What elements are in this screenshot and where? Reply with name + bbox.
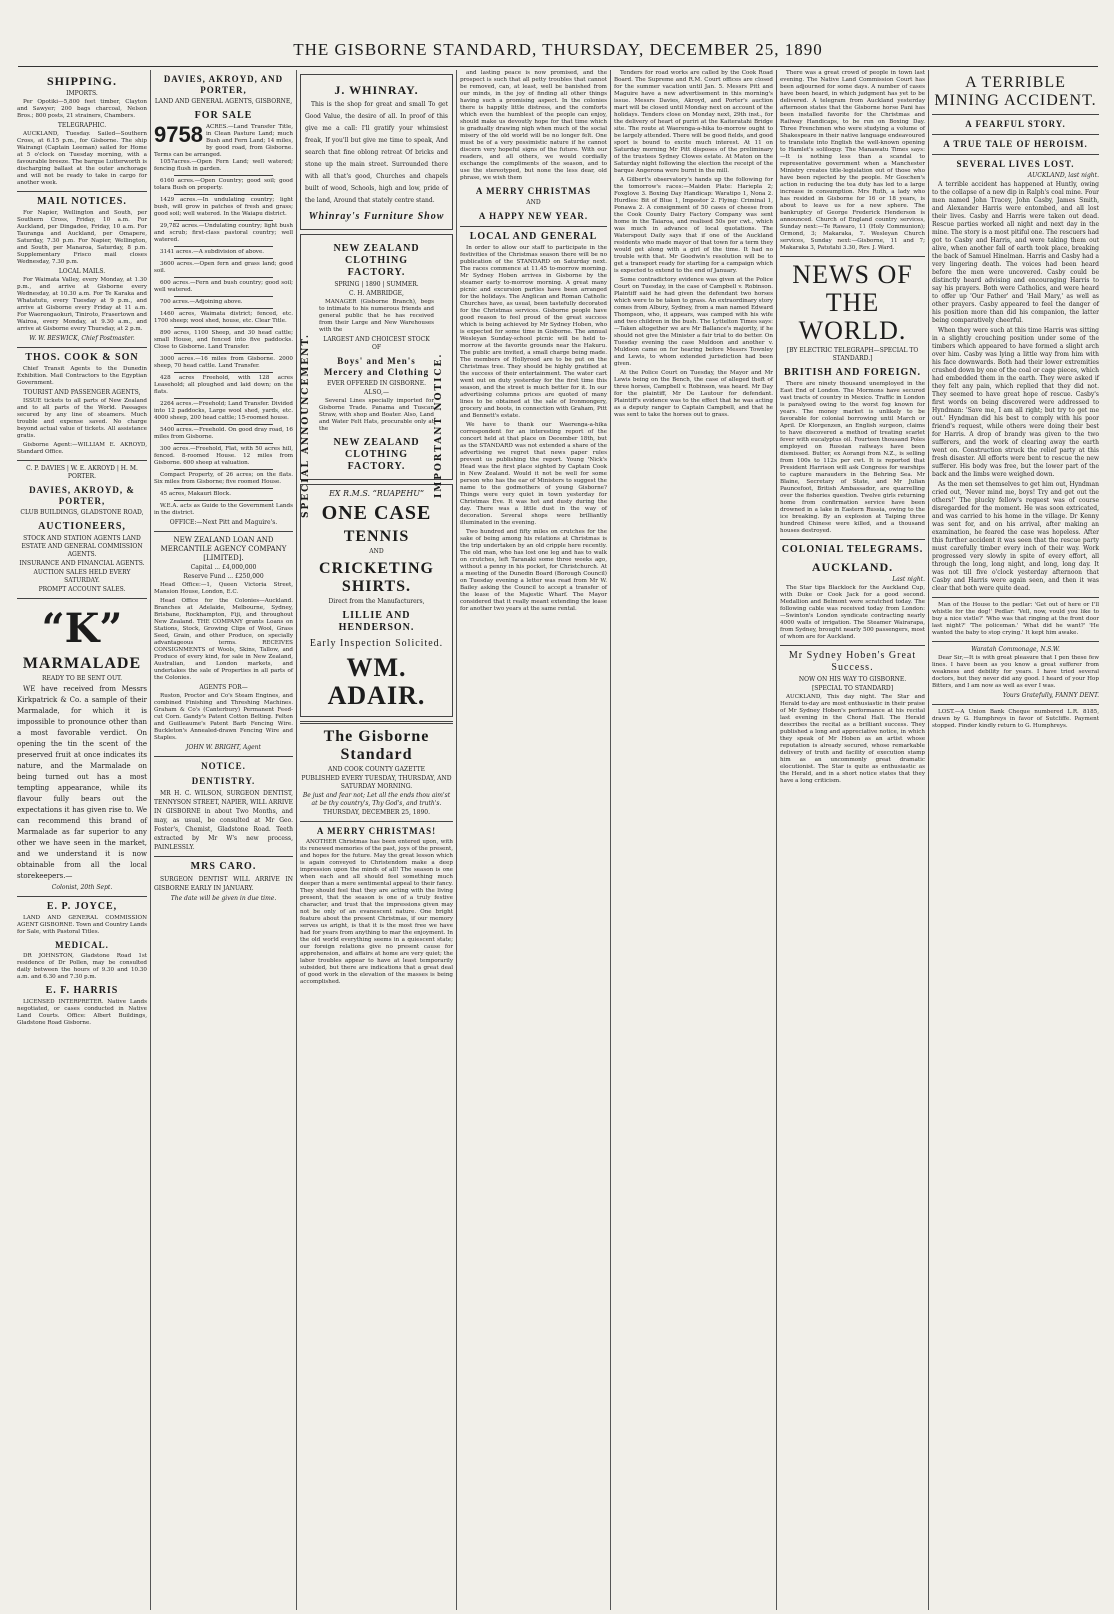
agents-for-heading: AGENTS FOR— [199,684,248,691]
motto: Be just and fear not; Let all the ends thou aim'st at be thy country's, Thy God's, and truth's. [302,792,451,807]
tennis: TENNIS [343,528,410,545]
auckland-last-night: AUCKLAND, last night. [1027,172,1099,179]
direct: Direct from the Manufacturers, [328,598,425,605]
also: ALSO,— [364,389,389,396]
lot-item: 29,782 acres.—Undulating country; light bush and scrub; first-class pastoral country; well watered. [154,223,293,243]
special-standard: [SPECIAL TO STANDARD] [811,685,894,692]
tourist-text: ISSUE tickets to all parts of New Zealand and to all parts of the World. Passages secured by any line of steamers. Much trouble and expense saved. No charge beyond actual value of tickets. All assistance gratis. [17,398,147,439]
ever-offered: EVER OFFERED IN GISBORNE. [326,380,427,387]
lot-item: 890 acres, 1100 Sheep, and 30 head cattle; small House, and fenced into five paddocks. Close to Gisborne. Land Transfer. [154,330,293,350]
and: AND [369,548,384,555]
agents-text: Ruston, Proctor and Co's Steam Engines, and combined Finishing and Threshing Machines. Graham & Co's (Canterbury) Permanent Feed-cut Corn. Gandy's Patent Cotton Belting. Felten and Guilleaume's Patent Barb Fencing Wire. Buckleton's Annealed-drawn Fencing Wire and Staples. [154,693,293,741]
last-night: Last night. [892,576,925,583]
column-6 [776,70,928,1610]
nzloan-text: Head Office for the Colonies—Auckland. Branches at Adelaide, Melbourne, Sydney, Brisbane, Rockhampton, Fiji, and throughout New Zealand. THE COMPANY grants Loans on Stations, Stock, Growing Clips of Wool, Grass Seed, Grain, and other Produce, on specially advantageous terms. RECEIVES CONSIGNMENTS of Wools, Skins, Tallow, and Produce of every kind, for sale in New Zealand, Australian, and London markets, and undertakes the sale of Properties in all parts of the Colonies. [154,598,293,681]
telegraphic-heading: TELEGRAPHIC. [57,122,107,129]
one-case: ONE CASE [321,502,432,524]
now-on-way: NOW ON HIS WAY TO GISBORNE. [798,676,907,683]
cricketing-shirts: CRICKETING SHIRTS. [319,560,434,595]
medical-text: DR JOHNSTON, Gladstone Road 1st residence of Dr Pollen, may be consulted daily between the hours of 9.30 and 10.30 a.m. and 6.30 and 7.30 p.m. [17,953,147,980]
marmalade-source: Colonist, 20th Sept. [51,884,113,891]
dap-address: CLUB BUILDINGS, GLADSTONE ROAD, [20,509,144,516]
column-4 [456,70,610,1610]
col4-text-4: Two hundred and fifty miles on crutches for the sake of being among his relations at Christmas is the trip undertaken by an old cripple here recently. The old man, who has lost one leg and has to walk on crutches, left Taranaki some three weeks ago, without a penny in his pocket, for Christchurch. At a meeting of the Dunedin Board (Borough Council) on Tuesday evening a letter was read from Mr W. Bailey asking the Council to accept a transfer of the lease of the Majestic Wharf. The Mayor considered that it really meant extending the lease for another two years at the same rental. [460,529,607,612]
marmalade-heading: MARMALADE [22,655,142,672]
big-lot [154,124,293,159]
local-general-heading: LOCAL AND GENERAL [469,231,598,242]
ambridge: C. H. AMBRIDGE, [349,290,404,297]
column-5 [610,70,776,1610]
partners-line: C. P. DAVIES | W. E. AKROYD | H. M. PORTER. [26,465,138,480]
capital: Capital ... £4,000,000 [190,564,257,571]
ambridge-text: MANAGER (Gisborne Branch), begs to intimate to his numerous friends and general public that he has received from their Large and New Warehouses with the [319,299,434,333]
spring-summer: SPRING | 1890 | SUMMER. [334,281,419,288]
marmalade-text: WE have received from Messrs Kirkpatrick & Co. a sample of their Marmalade, for which it is impossible to pronounce other than a most favorable verdict. On opening the tin the scent of the preserved fruit at once indicates its nature, and the Marmalade on being turned out has a most tempting appearance, while its flavour fully bears out the expectations it has given rise to. We can recommend this brand of Marmalade as far superior to any other we have seen in the market, and we understand it is now obtainable from all the local storekeepers.— [17,685,147,880]
lot-item: 700 acres.—Adjoining above. [160,299,243,305]
col4-text-3: We have to thank our Waerenga-a-hika correspondent for an interesting report of the concert held at that place on December 18th, but as the STANDARD was not extended a share of the advertising we regret that news paper rules prevent us publishing the report. Young 'Nick's Head was the first place sighted by Captain Cook in New Zealand. Would it not be well for some person who has the ear of Ministers to suggest the name to the godmothers of young Gisborne? Things were very quiet in town yesterday for Christmas Eve. It was hot and dusty during the day. There was a little dust in the way of decoration. Several shops were brilliantly illuminated in the evening. [460,422,607,526]
column-2 [150,70,296,1610]
gazette: AND COOK COUNTY GAZETTE [328,766,425,773]
big-acres: 9758 [154,122,203,147]
postmaster: W. W. BESWICK, Chief Postmaster. [29,335,135,342]
prompt-text: PROMPT ACCOUNT SALES. [38,586,126,593]
published: PUBLISHED EVERY TUESDAY, THURSDAY, AND SATURDAY MORNING. [301,775,452,790]
dap2-sub: LAND AND GENERAL AGENTS, GISBORNE, [154,98,293,105]
auction-text: STOCK AND STATION AGENTS LAND ESTATE AND GENERAL COMMISSION AGENTS. [21,535,143,558]
col6-text-2: There are ninety thousand unemployed in the East End of London. The Mormons have secured vast tracts of country in Mexico. Traffic in London is paralysed owing to the worst fog known for years. The money market is unlikely to be favorable for colonial borrowing until March or April. Dr Klorgenzen, an English surgeon, claims to have discovered a method of treating scarlet fever with eucalyptus oil. Fourteen thousand Poles employed on Russian railways have been dismissed. Butter, ex Aorangi from N.Z., is selling from 100s to 112s per cwt. It is reported that President Harrison will ask Congress for warships to capture marauders in the Behring Sea. Mr Blaine, Secretary of State, and Mr Julian Pauncefoot, British Ambassador, are quarrelling over the fisheries question. Twelve girls returning home from confirmation service have been drowned in a lake in Eastern Russia, owing to the ice breaking. By an explosion at Taiping three hundred Chinese were killed, and a thousand houses destroyed. [780,381,925,534]
newyear-heading: A HAPPY NEW YEAR. [478,211,589,221]
and-line: AND [526,199,541,206]
caro-heading: MRS CARO. [190,861,257,872]
imports-heading: IMPORTS. [66,90,98,97]
special-announcement: SPECIAL ANNOUNCEMENT. [301,332,311,518]
wm-adair: WM. ADAIR. [327,653,426,710]
whinray-ad [300,74,453,230]
col5-text-4: At the Police Court on Tuesday, the Mayor and Mr Lewis being on the Bench, the case of alleged theft of three horses, Campbell v. Robinson, was heard. Mr Day for the plaintiff, Mr De Lautour for defendant. Plaintiff's evidence was to the effect that he was acting as a deputy ranger to Captain Campbell, and that he was sent to take the horses out to grass. [614,370,773,418]
reserve: Reserve Fund ... £250,000 [183,573,264,580]
dap-heading: DAVIES, AKROYD, & PORTER, [29,485,135,506]
lot-item: 1460 acres, Waimata district; fenced, etc. 1700 sheep; wool shed, house, etc. Clear Title. [154,311,293,324]
joyce-heading: E. P. JOYCE, [46,901,118,912]
lot-item: Compact Property, of 26 acres; on the flats. Six miles from Gisborne; five roomed House. [154,472,293,485]
leader-text: ANOTHER Christmas has been entered upon, with its renewed memories of the past, joys of the present, and hopes for the future. May the great lesson which is again conveyed to Christendom make a deep impression upon the minds of all! The season is one when each and all should feel something much deeper than a mere sentimental appeal to their fancy. They should feel that they are acting with the living present, that the season is one of a truly festive character, and trust that the impressions given may not be only of an evanescent nature. One bright feature about the present Christmas, if our memory serves us aright, is that it is the most free we have had for years from anything to mar the enjoyment. In the old world everything seems in a quiescent state; our foreign relations give no present cause for apprehension, and affairs at home are very quiet; the labor troubles appear to have at least temporarily subsided, but there are indications that a great deal of good work in the elevation of the masses is being accomplished. [300,839,453,985]
cook-heading: THOS. COOK & SON [25,352,139,363]
bright-signature: JOHN W. BRIGHT, Agent [186,744,261,751]
forsale-heading: FOR SALE [194,110,253,121]
lot-item: 45 acres, Makauri Block. [160,491,231,497]
sales-text: AUCTION SALES HELD EVERY SATURDAY. [33,569,131,584]
fanny-dent: Yours Gratefully, FANNY DENT. [1002,692,1099,699]
joyce-text: LAND AND GENERAL COMMISSION AGENT GISBORNE. Town and Country Lands for Sale, with Pastoral Titles. [17,915,147,935]
harris-heading: E. F. HARRIS [45,985,119,996]
imports-text: Per Opotiki—5,800 feet timber, Clayton and Sawyer; 200 bags charcoal, Nelson Bros.; 800 posts, 21 strainers, Chambers. [17,99,147,119]
columns [14,70,1102,1610]
lot-item: 2264 acres.—Freehold; Land Transfer. Divided into 12 paddocks, Large wool shed, yards, etc. 4000 sheep, 200 head cattle; 15-roomed house. [154,401,293,421]
nzloan-heading: NEW ZEALAND LOAN AND MERCANTILE AGENCY COMPANY [LIMITED]. [160,536,287,562]
col4-text-2: In order to allow our staff to participate in the festivities of the Christmas season there will be no publication of the STANDARD on Saturday next. The races commence at 11.45 to-morrow morning. Mr Sydney Hoben arrives in Gisborne by the steamer early to-morrow morning. A great many picnic and excursion parties have been arranged for the holidays. The Anglican and Roman Catholic Churches have, as usual, been tastefully decorated for the Christmas services. Gisborne people have good reason to feel proud of the great success which is being achieved by Mr Sydney Hoben, who is expected for some time in Gisborne. The annual Wesleyan Sunday-school picnic will be held to-morrow at the favorite grounds near the Hakuru. The public are invited, a small charge being made. The members of Hollyrood are to be put on the Christmas tree. They should be highly gratified at the success of their entertainment. The water cart went out on duty yesterday for the first time this season, and the street is much better for it. In our advertising columns prices are quoted of many lines to be obtained at the sale of Ironmongery, grocery and boots, in connection with Graham, Pitt and Bennett's estate. [460,245,607,419]
dap2-heading: DAVIES, AKROYD, AND PORTER, [163,74,284,95]
col7-text-3: As the men set themselves to get him out, Hyndman cried out, 'Never mind me, boys! Try and get out the others!' The plucky fellow's request was of course disregarded for the moment. He was soon extricated, and was carried to his home in the village. Dr Kenny was sent for, and on his arrival, after making an examination, he feared the case was hopeless. After this further accident it was seen that the rescue party must carefully timber every inch of their way. Work progressed very slowly in spite of every effort, all through the long, long night, and long, long day. It was not till five o'clock yesterday afternoon that Casby and Harris were again seen, and then it was clear that both were quite dead. [932,481,1099,592]
largest-stock: LARGEST AND CHOICEST STOCK OF [323,336,430,351]
medical-heading: MEDICAL. [55,940,109,950]
whinray-text: This is the shop for great and small To get Good Value, the desire of all. In proof of this give me a call: I'll gratify your whimsiest freak, If you'll but give me time to speak, And search that fine oblong retreat Of bricks and stone up the main street. Surrounded there with all that's good, Churches and chapels built of wood, Schools, high and low, pride of the land, Around that stately centre stand. [305,101,448,204]
tennis-ad [300,484,453,717]
early-inspection: Early Inspection Solicited. [309,638,444,649]
col5-text-1: Tenders for road works are called by the Cook Road Board. The Supreme and R.M. Court offices are closed for the summer vacation until Jan. 5. Messrs Pitt and Maguire have a new advertisement in this morning's issue. Messrs Davies, Akroyd, and Porter's auction mart will be closed until Monday next on account of the holidays. Tenders close on Monday next, 29th inst., for the delivery of heart of puriri at the Kaiteratahi Bridge site. The route at Waerenga-a-hika to-morrow ought to be largely attended. There will be good fields, and good sport is bound to excite much interest. At 11 on Saturday morning Mr Pitt disposes of the preliminary of the trustees Sydney Clowes estate. At Maton on the Saturday night following the election the receipt of the barque Angerona were burnt in the mill. [614,70,773,174]
caro-fine: The date will be given in due time. [170,895,277,902]
col7-text-2: When they were such at this time Harris was sitting in a slightly crouching position under some of the timbers which appeared to have formed a slight arch over him. Casby was lying a little way from him with his face downwards. Both had their lower extremities crushed down by one of the coal or cage pieces, which had embedded them in the earth. They were asked if they felt any pain, which replied that they did not. They seemed to have great hope of rescue. Casby's first words on being discovered were addressed to Hyndman: 'Save me, I am all right; but try to get me out.' Hyndman did his best to comply with his poor friend's request, while others were doing their best for Harris. A drop of brandy was given to the two sufferers, and the work of clearing away the earth went on. Construction struck the relief party at this fresh disaster. All efforts were bent to rescue the new sufferer. His body was free, but the lower part of the back and the limbs were weighed down. [932,327,1099,478]
ex-ruapehu: EX R.M.S. “RUAPEHU” [328,489,425,498]
several-lives: SEVERAL LIVES LOST. [956,159,1075,169]
lot-item: 6160 acres.—Open Country; good soil; good tolara Bush on property. [154,178,293,191]
col6-text-4: AUCKLAND, This day night. The Star and Herald to-day are most enthusiastic in their praise of Mr Sydney Hoben's performance at his recital last evening in the Choral Hall. The Herald describes the recital as a brilliant success. They published a long and appreciative notice, in which they speak of Mr Hoben as an artist whose reputation is already secured, whose remarkable delivery of truth and facility of execution stamp him as an uncommonly great dramatic elocutionist. The Star is quite as enthusiastic as the Herald, and in a short notice states that they have a long criticism. [780,694,925,784]
office-text: OFFICE:—Next Pitt and Maguire's. [169,519,278,526]
telegraphic-text: AUCKLAND, Tuesday. Sailed—Southern Cross, at 6.15 p.m., for Gisborne. The ship Wairangi (Captain Leeman) sailed for Home at 5 o'clock on Tuesday morning, with a favourable breeze. The barque Lutterworth is discharging ballast at the outer anchorage and will not be ready to take in cargo for another week. [17,131,147,186]
also-text: Several Lines specially imported for Gisborne Trade. Panama and Tuscan Straw, with shop and Boater. Also, Land and Water Felt Hats, procurable only at the [319,398,434,432]
lot-item: 3141 acres.—A subdivision of above. [160,249,265,255]
boys-mens: Boys' and Men's Mercery and Clothing [323,356,430,377]
hoben-heading: Mr Sydney Hoben's Great Success. [788,650,917,673]
fearful-story: A FEARFUL STORY. [965,119,1066,129]
mail-heading: MAIL NOTICES. [37,196,127,207]
lot-list [154,159,293,501]
gisborne-standard: The Gisborne Standard [323,728,430,763]
column-7 [928,70,1102,1610]
british-foreign: BRITISH AND FOREIGN. [784,367,921,378]
caro-text: SURGEON DENTIST WILL ARRIVE IN GISBORNE EARLY IN JANUARY. [154,876,293,892]
xmas-heading: A MERRY CHRISTMAS [475,186,592,196]
local-mails-heading: LOCAL MAILS. [58,268,106,275]
column-1 [14,70,150,1610]
local-mails-text: For Waimata Valley, every Monday, at 1.30 p.m., and arrive at Gisborne every Wednesday, at 10.30 a.m. For Te Karaka and Whatatutu, every Tuesday at 9 p.m., and arrive at Gisborne every Friday at 11 a.m. For Waerengaokuri, Tiniroto, Frasertown and Wairoa, every Monday, at 9.30 a.m., and arrive at Gisborne every Thursday, at 2 p.m. [17,277,147,332]
col7-text-5: Dear Sir,—It is with great pleasure that I pen these few lines. I have been as you know a great sufferer from weakness and debility for years. I have tried several doctors, but they never did any good. I heard of your Hop Bitters, and I am now as well as ever I was. [932,655,1099,689]
lot-item: 600 acres.—Fern and bush country; good soil; well watered. [154,280,293,293]
furniture-show: Whinray's Furniture Show [308,211,445,222]
harris-text: LICENSED INTERPRETER. Native Lands negotiated, or cases conducted in Native Land Courts. Office: Albert Buildings, Gladstone Road Gisborne. [17,999,147,1026]
lot-item: 1057acres.—Open Fern Land; well watered; fencing flush in garden. [154,159,293,172]
cook-text: Chief Transit Agents to the Dunedin Exhibition. Mail Contractors to the Egyptian Government. [17,366,147,386]
notice-heading: NOTICE. [201,761,246,771]
col6-text-3: The Star tips Blacklock for the Auckland Cup, with Duke or Cook Jack for a good second. Medallion and Belmont were scratched today. The following cable was received today from London:—Swinton's London syndicate contracting nearly 4000 walls of irrigation. The Steamer Wairarapa, from Sydney, brought nearly 500 passengers, most of whom are for Auckland. [780,585,925,640]
shipping-heading: SHIPPING. [46,74,117,88]
headoffice: Head Office:—1, Queen Victoria Street, Mansion House, London, E.C. [154,582,293,595]
mail-text: For Napier, Wellington and South, per Southern Cross, Friday, 10 a.m. For Auckland, per Dingadee, Friday, 10 a.m. For Tauranga and Auckland, per Omapere, Saturday, 7.30 p.m. For Napier, Wellington, and South, per Manaroa, Saturday, 8 p.m. Supplementary Frisco mail closes Wednesday, 7.30 p.m. [17,210,147,265]
lot-item: 1429 acres.—In undulating country; light bush, will grow in patches of fresh and grass; good soil; well watered. In the Waiapu district. [154,197,293,217]
col6-text-1: There was a great crowd of people in town last evening. The Native Land Commission Court has been adjourned for some days. A number of cases have been heard, in which judgment has yet to be delivered. A telegram from Auckland yesterday afternoon states that the Gisborne horse Pani has been installed favorite for the Christmas and Railway Handicaps, to be run on Boxing Day. Three Frenchmen who were studying a volume of Shakespeare in their native language endeavoured to translate into English the well-known opening to Hamlet's soliloquy. The Manawatu Times says:—It is nothing less than a scandal to representative government when a Manchester Ministry creates title-legislation out of those who have been rejected by the people. Mr Goschen's action in reducing the tea duty has led to a large increase in consumption. Mrs Ruth, a lady who has resided in Gisborne for 16 or 18 years, is about to leave us for a new sphere. The bankruptcy of George Frederick Henderson is announced. Church of England country services, Sunday next:—Te Rawaro, 11 (Holy Communion); Ormond, 3; Makaraka, 7. Wesleyan Church services, Sunday next:—Gisborne, 11 and 7; Makaraka 3, Patutahi 3.30, Rev. J. Ward. [780,70,925,251]
insurance-text: INSURANCE AND FINANCIAL AGENTS. [19,560,145,567]
lillie-henderson: LILLIE AND HENDERSON. [338,610,415,633]
big-lot-text: ACRES.—Land Transfer Title, in Clean Pasture Land; much Bush and Fern Land; 14 miles, by good road, from Gisborne. Terms can be arranged. [154,124,293,158]
electric-telegraph: [BY ELECTRIC TELEGRAPH—SPECIAL TO STANDARD.] [786,347,919,362]
waratah: Waratah Commonage, N.S.W. [971,646,1060,653]
news-of-world: NEWS OF THE WORLD. [792,260,913,345]
colonial-telegrams: COLONIAL TELEGRAMS. [781,544,924,555]
col5-text-2: A Gilbert's observatory's hands up the following for the tomorrow's races:—Maiden Plate: Hariepla 2; Foxglove 3. Boxing Day Handicap: Waratipo 1, Nona 2. Hurdles: Bit of Blue 1, Impostor 2. Flying: Criminal 1, Ponawa 2. A consignment of 50 cases of cheese from the Cook County Dairy Factory Company was sent home in the Taiaroa, and realised 50s per cwt., which was much in advance of local quotations. The Waterspout Daily says that if one of the Auckland residents who made mayor of that town for a term they would get along with a girl of the time. It had no trouble with that. Mr Goodwin's resolution will be to get a transport ready for starting for a campaign which is expected to extend to the end of January. [614,177,773,274]
k-heading: “K” [41,605,123,652]
important-notice: IMPORTANT NOTICE. [434,352,444,498]
dateline: THURSDAY, DECEMBER 25, 1890. [323,809,430,816]
lot-item: 428 acres Freehold, with 128 acres Leasehold; all ploughed and laid down; on the flats. [154,375,293,395]
leader-title: A MERRY CHRISTMAS! [316,826,437,836]
auckland-heading: AUCKLAND. [811,560,894,574]
tourist-heading: TOURIST AND PASSENGER AGENTS, [23,389,141,396]
marmalade-ready: READY TO BE SENT OUT. [41,675,123,682]
lost-notice: LOST.—A Union Bank Cheque numbered L.R. 8185, drawn by G. Humphreys in favor of Sutcliffe. Payment stopped. Finder kindly return to G. Humphreys. [932,709,1099,729]
whinray-heading: J. WHINRAY. [334,83,419,97]
lot-item: 300 acres.—Freehold, Flat, with 50 acres hill, fenced. 8-roomed House. 12 miles from Gisborne. 600 sheep at valuation. [154,446,293,466]
column-3 [296,70,456,1610]
masthead [18,38,1098,67]
col4-text-1: and lasting peace is now promised, and the prospect is such that all petty troubles that cannot be removed, can, at least, well be banished from our minds, in the joy of finding all other things having such a promising aspect. In the colonies there is happily little distress, and the comforts which even the humblest of the people can enjoy, should make us devoutly hope for that time which is gradually drawing nigh when much of the social misery of the old world will be no longer felt. One must be of a very pessimistic nature if he cannot discern very hopeful signs of the future. With our readers, and all others, we would cordially exchange the compliments of the season, and to use the stereotyped, but none the less dear, old phrase, we wish them [460,70,607,181]
col5-text-3: Some contradictory evidence was given at the Police Court on Tuesday, in the case of Campbell v. Robinson. Plaintiff said he had given the defendant two horses which were to be taken to grass. An extraordinary story comes from Albury, Sydney, from a man named Edward Thompson, who, it appears, was camped with his wife and two children in the bush. The Lyttelton Times says:—Taken altogether we are Mr Ballance's majority, if he should not give the Minister a fair trial to do better. On Tuesday evening the case Muldoon and another v. Muldoon came on for hearing before Messrs Townley and Lewis, to whom extended jurisdiction had been given. [614,277,773,367]
col7-text-4: Man of the House to the pedlar: 'Get out of here or I'll whistle for the dog!' Pedlar: 'Vell, now, vould you like to buy a nice vistle?' 'Who was that ringing at the front door last night?' 'The policeman.' 'What did he want?' 'He wanted the baby to stop crying.' It kept him awake. [932,602,1099,636]
lot-item: 5400 acres.—Freehold. On good dray road, 16 miles from Gisborne. [154,427,293,440]
dentistry-heading: DENTISTRY. [191,776,256,786]
auctioneers-heading: AUCTIONEERS, [38,521,126,532]
dentist-text: MR H. C. WILSON, SURGEON DENTIST, TENNYSON STREET, NAPIER, WILL ARRIVE IN GISBORNE in about Two Months, and may, as usual, be consulted at Mr Geo. Foster's, Chemist, Gladstone Road. Teeth extracted by Mr W's new process, PAINLESSLY. [154,790,293,851]
lot-item: 3000 acres.—16 miles from Gisborne. 2000 sheep, 70 head cattle. Land Transfer. [154,356,293,369]
true-tale: A TRUE TALE OF HEROISM. [943,139,1088,149]
masthead-title: THE GISBORNE STANDARD, THURSDAY, DECEMBER 25, 1890 [293,40,823,59]
lot-item: 3600 acres.—Open fern and grass land; good soil. [154,261,293,274]
terrible-accident: A TERRIBLE MINING ACCIDENT. [934,74,1097,109]
guide-text: W.E.A. acts as Guide to the Government Lands in the district. [154,503,293,516]
nzclothing-heading: NEW ZEALAND CLOTHING FACTORY. [333,243,420,278]
cook-agent: Gisborne Agent:—WILLIAM E. AKROYD, Standard Office. [17,442,147,455]
col7-text-1: A terrible accident has happened at Huntly, owing to the collapse of a new dip in Ralph's coal mine. Four men named John Tracey, John Casby, James Smith, and Alexander Harris were entombed, and all lost their lives. Casby and Harris were taken out dead. Rescue parties worked all night and next day in the mine. The story is a most pitiful one. The rescuers had got to Casby and Harris, and were taking them out alive, when another fall of earth took place, breaking the back of Samuel Hinelman. Harris and Casby had a very lingering death. The voices had been heard before the men were uncovered. Casby could be distinctly heard advising and encouraging Harris to say his prayers. Both were Catholics, and were heard to offer up 'Our Father' and 'Hail Mary,' as well as other prayers. Casby appeared to feel the danger of his position more than did his companion, the latter being comparatively cheerful. [932,181,1099,324]
nzcf-footer: NEW ZEALAND CLOTHING FACTORY. [333,437,420,472]
